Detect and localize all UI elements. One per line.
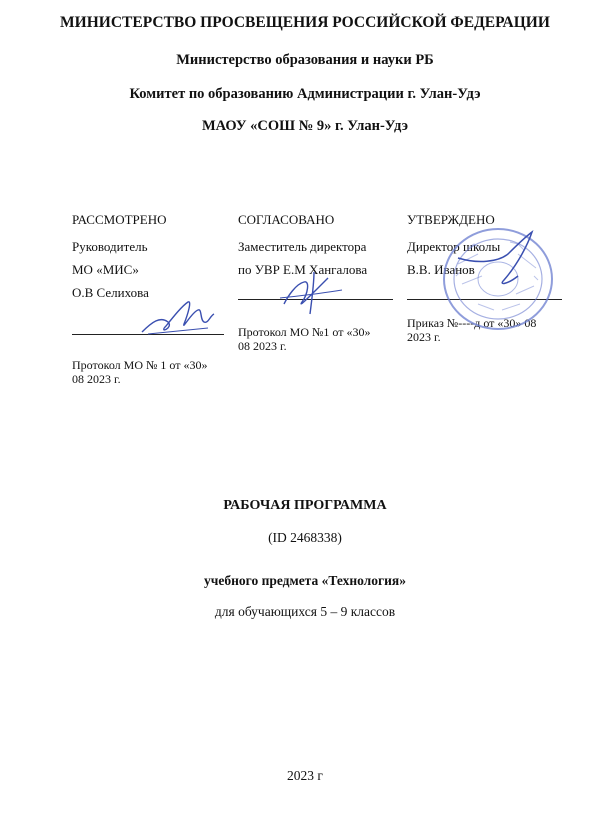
reviewed-protocol-line2: 08 2023 г. — [72, 372, 121, 386]
agreed-protocol — [238, 325, 371, 353]
reviewed-signature-icon — [138, 292, 218, 342]
agreed-protocol-line2: 08 2023 г. — [238, 339, 287, 353]
reviewed-department: МО «МИС» — [72, 262, 139, 277]
reviewed-protocol-line1: Протокол МО № 1 от «30» — [72, 358, 208, 372]
program-title: РАБОЧАЯ ПРОГРАММА — [223, 498, 387, 513]
approved-role: Директор школы — [407, 239, 501, 254]
agreed-name: по УВР Е.М Хангалова — [238, 262, 368, 277]
reviewed-role: Руководитель — [72, 239, 148, 254]
approved-order-line2: 2023 г. — [407, 330, 441, 344]
agreed-protocol-line1: Протокол МО №1 от «30» — [238, 325, 371, 339]
program-subject: учебного предмета «Технология» — [204, 573, 406, 588]
agreed-role: Заместитель директора — [238, 239, 367, 254]
program-id: (ID 2468338) — [268, 530, 342, 545]
reviewed-name: О.В Селихова — [72, 285, 149, 300]
school-stamp-icon — [438, 224, 558, 334]
program-grades: для обучающихся 5 – 9 классов — [214, 604, 396, 619]
regional-ministry: Министерство образования и науки РБ — [176, 52, 434, 68]
school-name: МАОУ «СОШ № 9» г. Улан-Удэ — [201, 118, 409, 134]
ministry-heading: МИНИСТЕРСТВО ПРОСВЕЩЕНИЯ РОССИЙСКОЙ ФЕДЕРАЦИИ — [60, 14, 550, 31]
agreed-heading: СОГЛАСОВАНО — [238, 212, 335, 227]
reviewed-block — [72, 210, 167, 302]
education-committee: Комитет по образованию Администрации г. Улан-Удэ — [129, 86, 481, 102]
approved-name: В.В. Иванов — [407, 262, 475, 277]
approved-heading: УТВЕРЖДЕНО — [407, 212, 495, 227]
reviewed-protocol — [72, 358, 208, 386]
reviewed-heading: РАССМОТРЕНО — [72, 212, 167, 227]
document-year: 2023 г — [287, 768, 323, 783]
agreed-signature-icon — [278, 268, 348, 318]
approved-order-line1: Приказ №----д от «30» 08 — [407, 316, 537, 330]
